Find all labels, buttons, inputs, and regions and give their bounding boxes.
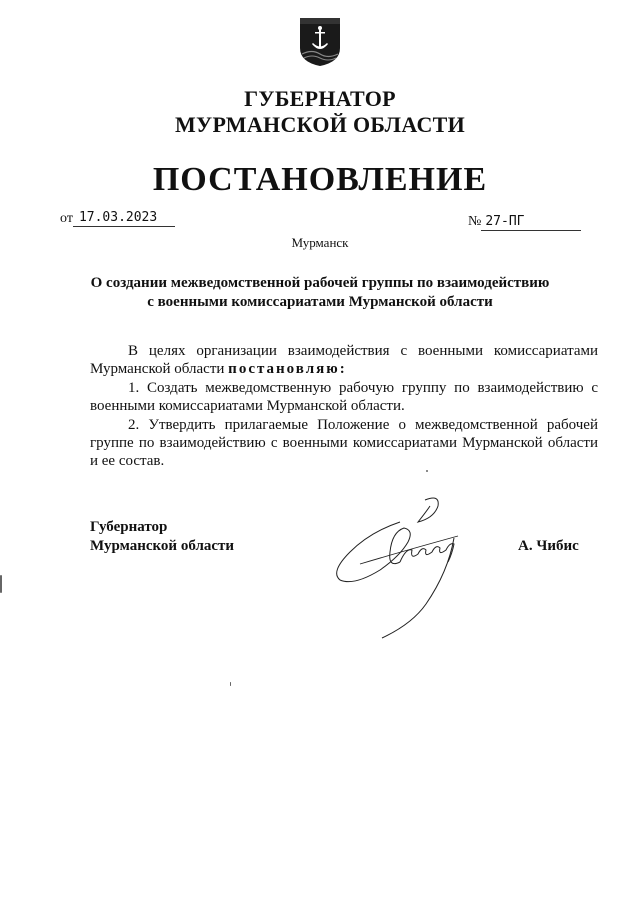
body-paragraph: 2. Утвердить прилагаемые Положение о межведомственной рабочей группе по взаимодействию с военными комиссариатами Мурманской области и ее состав. — [90, 416, 598, 470]
number-value: 27-ПГ — [481, 214, 581, 231]
city-name: Мурманск — [291, 235, 349, 250]
document-date — [60, 210, 175, 227]
organization-subtitle: МУРМАНСКОЙ ОБЛАСТИ — [174, 112, 466, 137]
organization-title: ГУБЕРНАТОР — [244, 86, 396, 111]
handwritten-signature — [330, 492, 480, 642]
decree-keyword: постановляю: — [228, 361, 347, 378]
scan-speck — [230, 682, 231, 686]
date-value: 17.03.2023 — [73, 210, 175, 227]
body-paragraph — [90, 342, 598, 379]
signatory-name: А. Чибис — [518, 538, 579, 554]
date-label: от — [60, 211, 73, 226]
scan-speck — [426, 470, 428, 472]
body-paragraph-text: В целях организации взаимодействия с военными комиссариатами Мурманской области — [90, 343, 598, 378]
body-paragraph: 1. Создать межведомственную рабочую группу по взаимодействию с военными комиссариатами Мурманской области. — [90, 379, 598, 415]
signatory-title — [90, 518, 234, 556]
number-label: № — [468, 214, 482, 229]
signatory-title-line: Губернатор — [90, 519, 168, 535]
document-number — [468, 214, 581, 231]
scan-speck — [0, 575, 2, 593]
coat-of-arms-icon — [298, 16, 342, 68]
document-subject: О создании межведомственной рабочей группы по взаимодействию с военными комиссариатами Мурманской области — [90, 275, 550, 310]
document-body — [90, 342, 598, 471]
document-type-title: ПОСТАНОВЛЕНИЕ — [152, 161, 488, 198]
signatory-title-line: Мурманской области — [90, 538, 235, 554]
